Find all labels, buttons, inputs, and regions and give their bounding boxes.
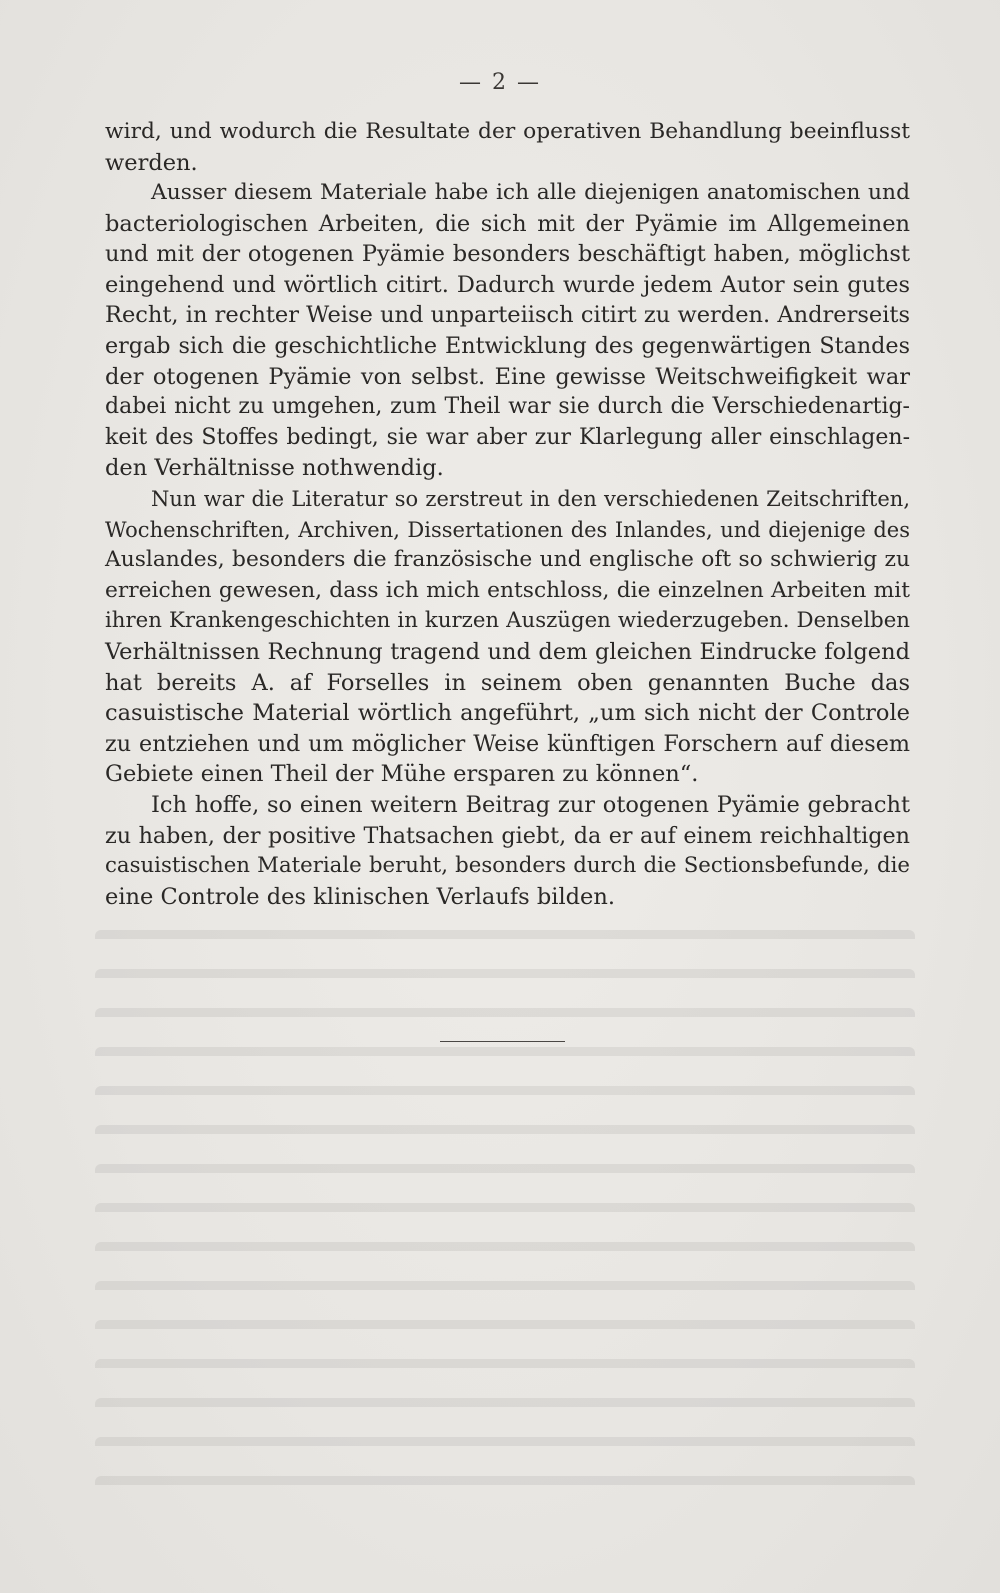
text-line: Recht, in rechter Weise und unparteiisch citirt zu werden. Andrerseits (105, 302, 910, 329)
text-line: den Verhältnisse nothwendig. (105, 455, 444, 482)
text-line: Gebiete einen Theil der Mühe ersparen zu können“. (105, 761, 699, 788)
text-line: dabei nicht zu umgehen, zum Theil war sie durch die Verschiedenartig- (105, 394, 910, 420)
text-line: wird, und wodurch die Resultate der operativen Behandlung beeinflusst (105, 119, 910, 144)
text-line: casuistischen Materiale beruht, besonders durch die Sectionsbefunde, die (105, 853, 910, 879)
paragraph-4 (105, 790, 910, 912)
section-divider (440, 1041, 565, 1042)
text-line: ergab sich die geschichtliche Entwicklung des gegenwärtigen Standes (105, 332, 910, 359)
text-line: zu haben, der positive Thatsachen giebt, da er auf einem reichhaltigen (105, 822, 910, 849)
paragraph-3 (105, 484, 910, 790)
text-line: erreichen gewesen, dass ich mich entschloss, die einzelnen Arbeiten mit (105, 577, 910, 603)
text-line: Auslandes, besonders die französische und englische oft so schwierig zu (105, 547, 910, 573)
text-line: Ich hoffe, so einen weitern Beitrag zur otogenen Pyämie gebracht (151, 792, 910, 818)
text-line: eingehend und wörtlich citirt. Dadurch wurde jedem Autor sein gutes (105, 271, 910, 298)
text-line: casuistische Material wörtlich angeführt, „um sich nicht der Controle (105, 700, 910, 727)
page-number: — 2 — (459, 70, 541, 95)
text-line: zu entziehen und um möglicher Weise künftigen Forschern auf diesem (105, 730, 910, 757)
text-line: Wochenschriften, Archiven, Dissertationen des Inlandes, und diejenige des (105, 517, 910, 542)
paragraph-2 (105, 178, 910, 484)
text-line: bacteriologischen Arbeiten, die sich mit der Pyämie im Allgemeinen (105, 210, 910, 237)
text-line: Verhältnissen Rechnung tragend und dem gleichen Eindrucke folgend (105, 638, 910, 665)
text-line: Ausser diesem Materiale habe ich alle diejenigen anatomischen und (151, 180, 910, 205)
text-line: Nun war die Literatur so zerstreut in den verschiedenen Zeitschriften, (151, 487, 910, 511)
text-line: ihren Krankengeschichten in kurzen Auszügen wiederzugeben. Denselben (105, 608, 910, 634)
text-line: und mit der otogenen Pyämie besonders beschäftigt haben, möglichst (105, 241, 910, 268)
text-line: hat bereits A. af Forselles in seinem oben genannten Buche das (105, 669, 910, 696)
show-through-text (95, 930, 915, 1490)
text-line: der otogenen Pyämie von selbst. Eine gewisse Weitschweifigkeit war (105, 363, 910, 390)
text-line: eine Controle des klinischen Verlaufs bilden. (105, 883, 615, 910)
paragraph-1 (105, 117, 910, 178)
text-line: keit des Stoffes bedingt, sie war aber zur Klarlegung aller einschlagen- (105, 424, 910, 450)
text-line: werden. (105, 149, 198, 176)
